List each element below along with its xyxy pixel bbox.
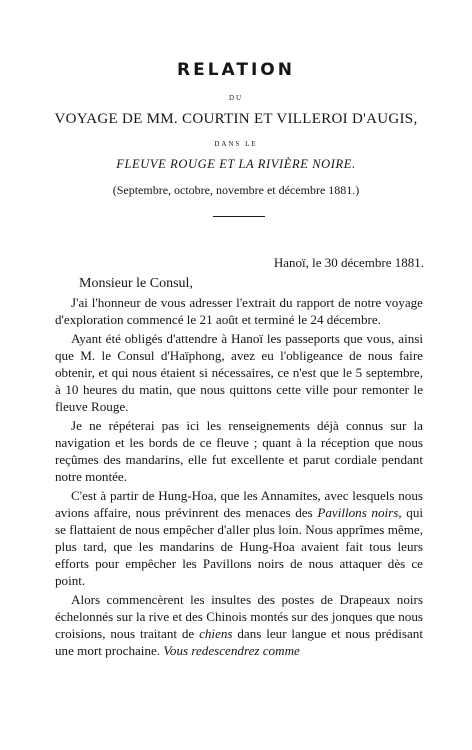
paragraph-2: Ayant été obligés d'attendre à Hanoï les passeports que vous, ainsi que M. le Consul d'Haïphong, avez eu l'obligeance de nous faire obtenir, et qui nous étaient si nécessaires, ce n'est que le 5 septembre, à 10 heures du matin, que nous quittons cette ville pour remonter le fleuve Rouge. <box>55 331 423 414</box>
rivers-heading: FLEUVE ROUGE ET LA RIVIÈRE NOIRE. <box>116 157 356 171</box>
document-title: RELATION <box>177 60 295 80</box>
paragraph-5-text-a: Alors commencèrent les insultes des postes de Drapeaux noirs échelonnés sur la rive et des Chinois montés sur des jonques que nous croisions, nous traitant de <box>55 592 423 641</box>
paragraph-4-emphasis: Pavillons noirs <box>317 505 399 520</box>
title-connector-du: DU <box>228 94 244 102</box>
voyage-heading: VOYAGE DE MM. COURTIN ET VILLEROI D'AUGIS, <box>54 111 418 127</box>
title-connector-dans-le: DANS LE <box>214 140 258 148</box>
letter-salutation: Monsieur le Consul, <box>79 276 193 291</box>
paragraph-5-emphasis-2: Vous redescendrez comme <box>163 643 300 658</box>
paragraph-4-text-a: C'est à partir de Hung-Hoa, que les Annamites, avec lesquels nous avions affaire, nous prévinrent des menaces des <box>55 488 423 520</box>
letter-body <box>55 294 423 659</box>
paragraph-3: Je ne répéterai pas ici les renseignements déjà connus sur la navigation et les bords de ce fleuve ; quant à la réception que nous reçûmes des mandarins, elle fut excellente et parut cordiale pendant notre montée. <box>55 418 423 484</box>
letter-dateline: Hanoï, le 30 décembre 1881. <box>273 255 424 270</box>
paragraph-4 <box>55 487 423 589</box>
paragraph-1: J'ai l'honneur de vous adresser l'extrait du rapport de notre voyage d'exploration commencé le 21 août et terminé le 24 décembre. <box>55 295 423 327</box>
paragraph-5-emphasis: chiens <box>199 626 233 641</box>
paragraph-4-text-b: , qui se flattaient de nous empêcher d'aller plus loin. Nous apprîmes même, plus tard, que les mandarins de Hung-Hoa avaient fait tous leurs efforts pour empêcher les Pavillons noirs de nous attaquer dès ce point. <box>55 505 423 588</box>
dates-subtitle: (Septembre, octobre, novembre et décembre 1881.) <box>112 183 360 197</box>
paragraph-5 <box>55 591 423 659</box>
paragraph-5-text-b: dans leur langue et nous prédisant une mort prochaine. <box>55 626 423 658</box>
section-divider <box>213 216 265 217</box>
